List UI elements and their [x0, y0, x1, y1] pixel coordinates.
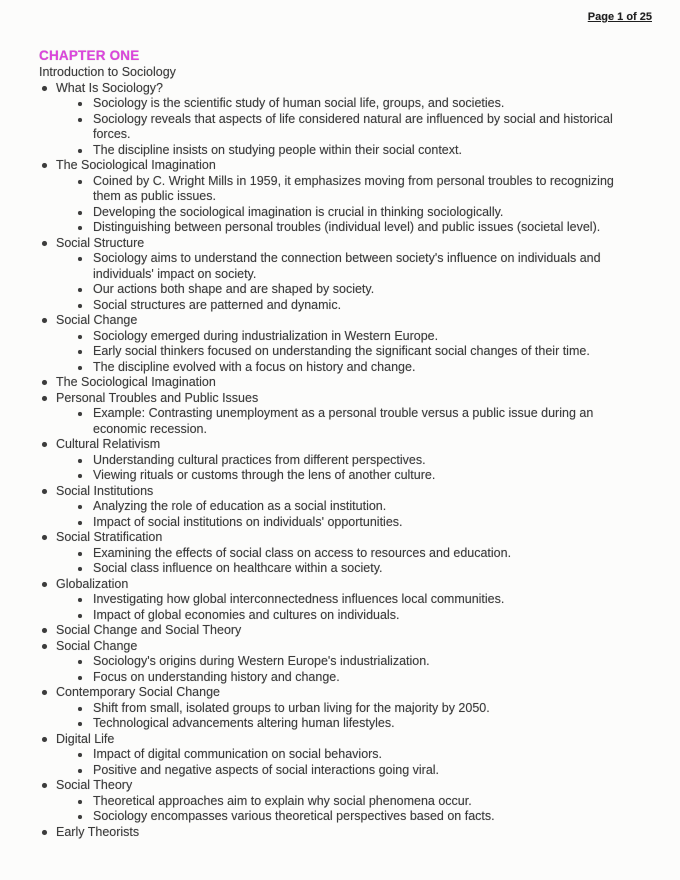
bullet-icon: [78, 350, 82, 354]
topic-label: Digital Life: [56, 731, 115, 746]
outline-subitem: [75, 561, 680, 577]
outline-subitem: [75, 747, 680, 763]
bullet-icon: [78, 102, 82, 106]
bullet-icon: [78, 521, 82, 525]
topic-label: Social Stratification: [56, 530, 163, 544]
subitem-text: Sociology aims to understand the connection between society's influence on individuals and individuals' impact on society.: [93, 251, 601, 281]
topic-label: Social Institutions: [56, 483, 154, 498]
outline-list: [39, 81, 680, 841]
bullet-icon: [42, 241, 47, 246]
topic-label: Personal Troubles and Public Issues: [56, 390, 259, 405]
outline-subitem: [75, 344, 680, 360]
outline-topic: [39, 778, 680, 794]
chapter-subtitle: Introduction to Sociology: [39, 65, 176, 79]
bullet-icon: [78, 412, 82, 416]
outline-subitem: [75, 468, 680, 484]
bullet-icon: [78, 722, 82, 726]
subitem-text: The discipline evolved with a focus on history and change.: [93, 359, 416, 374]
bullet-icon: [42, 830, 47, 835]
outline-topic: [39, 685, 680, 701]
bullet-icon: [78, 815, 82, 819]
bullet-icon: [78, 257, 82, 261]
bullet-icon: [42, 489, 47, 494]
subitem-text: Our actions both shape and are shaped by society.: [93, 282, 375, 296]
bullet-icon: [42, 582, 47, 587]
outline-subitem: [75, 701, 680, 717]
outline-subitem: [75, 251, 680, 282]
bullet-icon: [78, 226, 82, 230]
topic-label: Globalization: [56, 576, 129, 591]
topic-label: Social Change: [56, 313, 138, 327]
subitem-text: Impact of digital communication on social behaviors.: [93, 747, 383, 761]
subitem-text: Analyzing the role of education as a social institution.: [93, 499, 387, 513]
outline-subitem: [75, 608, 680, 624]
subitem-text: Distinguishing between personal troubles (individual level) and public issues (societal level).: [93, 220, 601, 234]
outline-subitem: [75, 96, 680, 112]
outline-topic: [39, 639, 680, 655]
bullet-icon: [42, 690, 47, 695]
topic-label: Social Change and Social Theory: [56, 623, 242, 637]
topic-label: Contemporary Social Change: [56, 685, 220, 699]
bullet-icon: [78, 505, 82, 509]
topic-label: Social Theory: [56, 778, 133, 792]
bullet-icon: [78, 180, 82, 184]
bullet-icon: [78, 149, 82, 153]
bullet-icon: [78, 800, 82, 804]
outline-subitem: [75, 406, 680, 437]
outline-subitem: [75, 174, 680, 205]
subitem-text: Example: Contrasting unemployment as a personal trouble versus a public issue during an economic recession.: [93, 406, 594, 436]
bullet-icon: [42, 396, 47, 401]
outline-topic: [39, 81, 680, 97]
subitem-text: Theoretical approaches aim to explain why social phenomena occur.: [93, 793, 472, 808]
topic-label: Social Structure: [56, 235, 145, 250]
subitem-text: Social class influence on healthcare within a society.: [93, 561, 383, 575]
outline-topic: [39, 375, 680, 391]
outline-subitem: [75, 360, 680, 376]
outline-subitem: [75, 654, 680, 670]
outline-subitem: [75, 515, 680, 531]
topic-label: Social Change: [56, 638, 138, 653]
bullet-icon: [78, 118, 82, 122]
outline-topic: [39, 825, 680, 841]
outline-topic: [39, 577, 680, 593]
outline-subitem: [75, 298, 680, 314]
bullet-icon: [78, 769, 82, 773]
outline-topic: [39, 484, 680, 500]
subitem-text: Shift from small, isolated groups to urban living for the majority by 2050.: [93, 700, 490, 715]
subitem-text: Sociology's origins during Western Europe's industrialization.: [93, 654, 430, 668]
bullet-icon: [78, 304, 82, 308]
bullet-icon: [42, 783, 47, 788]
chapter-title: CHAPTER ONE: [39, 48, 140, 63]
bullet-icon: [42, 737, 47, 742]
outline-subitem: [75, 763, 680, 779]
outline-subitem: [75, 112, 680, 143]
outline-subitem: [75, 716, 680, 732]
bullet-icon: [42, 163, 47, 168]
outline-subitem: [75, 670, 680, 686]
subitem-text: Focus on understanding history and change.: [93, 669, 340, 684]
subitem-text: Understanding cultural practices from different perspectives.: [93, 452, 426, 467]
outline-subitem: [75, 220, 680, 236]
topic-label: The Sociological Imagination: [56, 375, 216, 389]
bullet-icon: [42, 86, 47, 91]
bullet-icon: [42, 535, 47, 540]
bullet-icon: [78, 753, 82, 757]
bullet-icon: [42, 380, 47, 385]
outline-topic: [39, 236, 680, 252]
bullet-icon: [78, 335, 82, 339]
subitem-text: Technological advancements altering human lifestyles.: [93, 716, 395, 730]
topic-label: Early Theorists: [56, 824, 140, 839]
bullet-icon: [42, 628, 47, 633]
outline-subitem: [75, 546, 680, 562]
outline-subitem: [75, 329, 680, 345]
bullet-icon: [78, 366, 82, 370]
subitem-text: Impact of global economies and cultures on individuals.: [93, 607, 400, 622]
outline-subitem: [75, 205, 680, 221]
outline-topic: [39, 437, 680, 453]
subitem-text: Sociology reveals that aspects of life considered natural are influenced by social and historical forces.: [93, 111, 613, 141]
outline-topic: [39, 623, 680, 639]
outline-topic: [39, 732, 680, 748]
subitem-text: The discipline insists on studying people within their social context.: [93, 142, 462, 157]
subitem-text: Early social thinkers focused on understanding the significant social changes of their time.: [93, 344, 590, 358]
bullet-icon: [42, 644, 47, 649]
outline-subitem: [75, 282, 680, 298]
outline-topic: [39, 530, 680, 546]
subitem-text: Sociology is the scientific study of human social life, groups, and societies.: [93, 96, 505, 110]
topic-label: What Is Sociology?: [56, 80, 163, 95]
bullet-icon: [78, 552, 82, 556]
outline-subitem: [75, 592, 680, 608]
page-header: [0, 0, 680, 25]
topic-label: The Sociological Imagination: [56, 158, 216, 172]
bullet-icon: [42, 442, 47, 447]
bullet-icon: [42, 318, 47, 323]
bullet-icon: [78, 211, 82, 215]
outline-topic: [39, 158, 680, 174]
subitem-text: Social structures are patterned and dynamic.: [93, 297, 342, 312]
page-indicator: Page 1 of 25: [587, 11, 652, 23]
subitem-text: Impact of social institutions on individuals' opportunities.: [93, 514, 403, 529]
outline-subitem: [75, 809, 680, 825]
subitem-text: Investigating how global interconnectedness influences local communities.: [93, 592, 505, 606]
subitem-text: Coined by C. Wright Mills in 1959, it emphasizes moving from personal troubles to recognizing them as public issues.: [93, 173, 614, 203]
bullet-icon: [78, 707, 82, 711]
bullet-icon: [78, 676, 82, 680]
subitem-text: Developing the sociological imagination is crucial in thinking sociologically.: [93, 204, 504, 219]
outline-subitem: [75, 794, 680, 810]
subitem-text: Sociology encompasses various theoretical perspectives based on facts.: [93, 809, 495, 823]
bullet-icon: [78, 459, 82, 463]
subitem-text: Viewing rituals or customs through the lens of another culture.: [93, 468, 436, 482]
bullet-icon: [78, 660, 82, 664]
bullet-icon: [78, 288, 82, 292]
outline-topic: [39, 391, 680, 407]
bullet-icon: [78, 474, 82, 478]
outline-subitem: [75, 453, 680, 469]
bullet-icon: [78, 614, 82, 618]
topic-label: Cultural Relativism: [56, 437, 161, 451]
subitem-text: Sociology emerged during industrialization in Western Europe.: [93, 328, 439, 343]
bullet-icon: [78, 598, 82, 602]
subitem-text: Examining the effects of social class on access to resources and education.: [93, 545, 512, 560]
outline-topic: [39, 313, 680, 329]
outline-subitem: [75, 499, 680, 515]
bullet-icon: [78, 567, 82, 571]
subitem-text: Positive and negative aspects of social interactions going viral.: [93, 762, 440, 777]
outline-subitem: [75, 143, 680, 159]
